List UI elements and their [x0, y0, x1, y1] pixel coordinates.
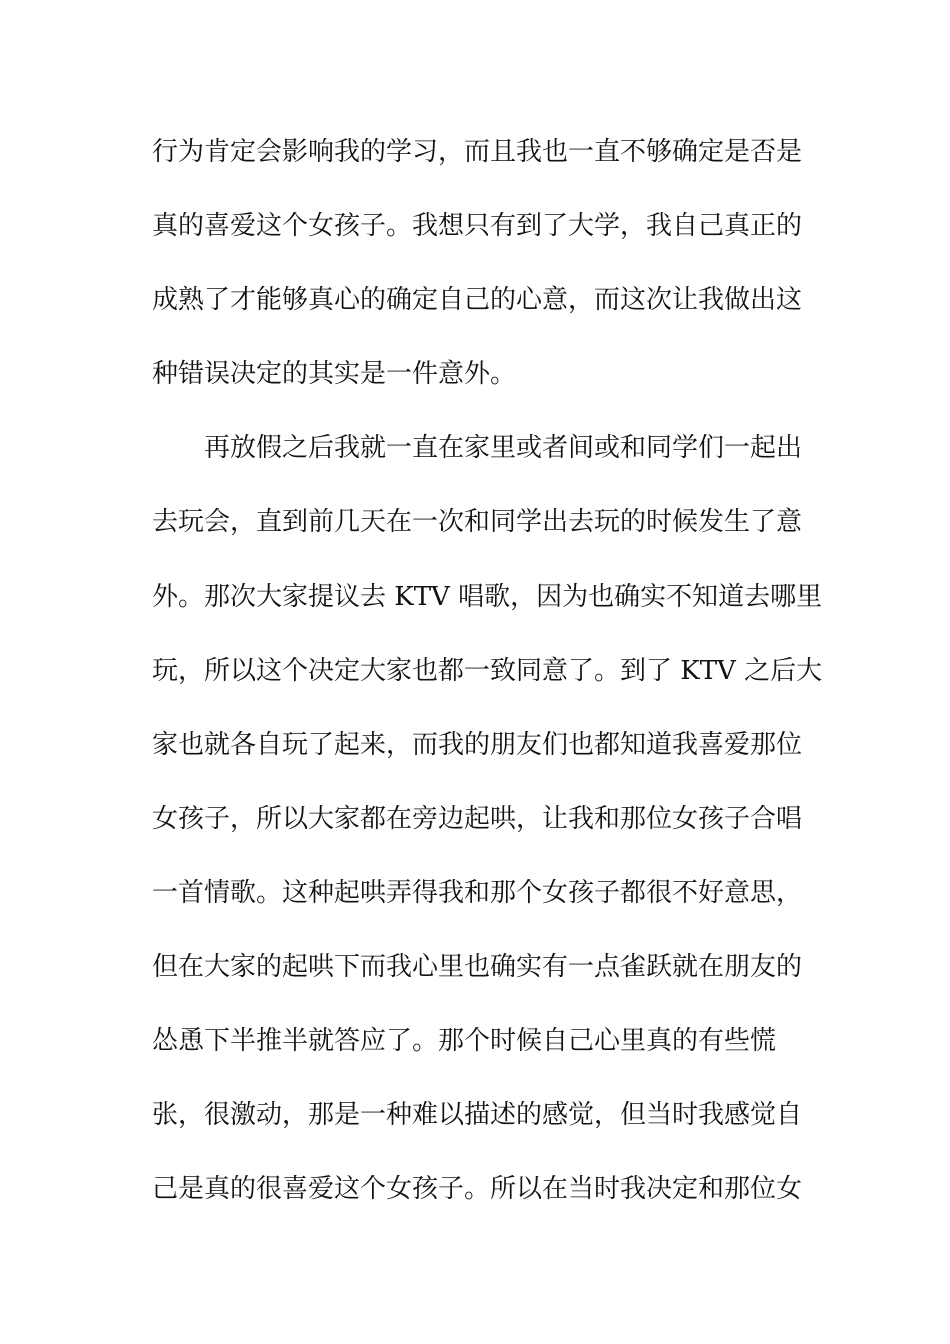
body-text — [152, 129, 823, 1240]
text-line: 但在大家的起哄下而我心里也确实有一点雀跃就在朋友的 — [152, 952, 803, 983]
text-line: 种错误决定的其实是一件意外。 — [152, 359, 517, 390]
text-line: 去玩会，直到前几天在一次和同学出去玩的时候发生了意 — [152, 507, 803, 538]
text-line: 张，很激动，那是一种难以描述的感觉，但当时我感觉自 — [152, 1100, 803, 1131]
text-line: 女孩子，所以大家都在旁边起哄，让我和那位女孩子合唱 — [152, 803, 803, 834]
text-line: 外。那次大家提议去 KTV 唱歌，因为也确实不知道去哪里 — [152, 581, 823, 612]
text-line: 再放假之后我就一直在家里或者间或和同学们一起出 — [204, 433, 803, 464]
text-line: 行为肯定会影响我的学习，而且我也一直不够确定是否是 — [152, 137, 803, 167]
text-line: 一首情歌。这种起哄弄得我和那个女孩子都很不好意思， — [152, 877, 803, 908]
text-line: 怂恿下半推半就答应了。那个时候自己心里真的有些慌 — [152, 1026, 777, 1057]
text-line: 己是真的很喜爱这个女孩子。所以在当时我决定和那位女 — [152, 1174, 803, 1205]
text-line: 家也就各自玩了起来，而我的朋友们也都知道我喜爱那位 — [152, 729, 803, 760]
text-line: 玩，所以这个决定大家也都一致同意了。到了 KTV 之后大 — [152, 655, 823, 686]
text-line: 成熟了才能够真心的确定自己的心意，而这次让我做出这 — [152, 285, 803, 316]
text-line: 真的喜爱这个女孩子。我想只有到了大学，我自己真正的 — [152, 211, 803, 242]
